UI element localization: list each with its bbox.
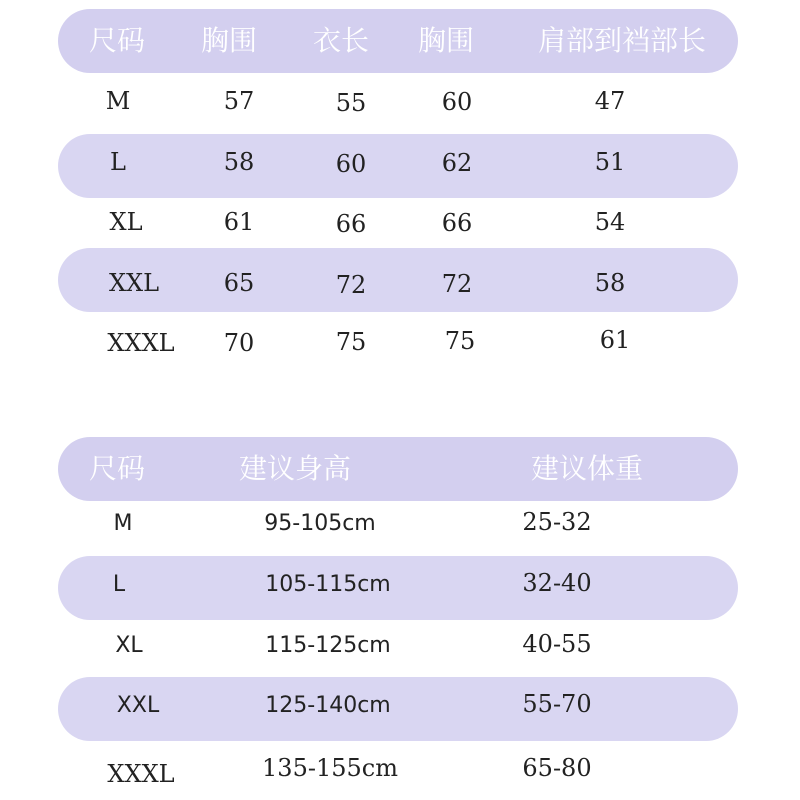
table1-header-length: 衣长 xyxy=(312,24,370,57)
table2-header-weight: 建议体重 xyxy=(530,452,644,485)
table1-header-size: 尺码 xyxy=(88,24,146,57)
table1-cell-chest-2: 60 xyxy=(441,88,473,116)
table2-row-band xyxy=(58,556,738,620)
table1-cell-chest: 57 xyxy=(223,87,255,115)
table1-header-chest-2: 胸围 xyxy=(417,24,475,57)
table2-cell-weight: 55-70 xyxy=(522,690,592,718)
table2-cell-weight: 40-55 xyxy=(522,630,592,658)
table1-cell-size: M xyxy=(105,87,131,115)
table2-row-band xyxy=(58,677,738,741)
table1-cell-shoulder-crotch: 61 xyxy=(599,326,631,354)
table2-cell-height: 105-115cm xyxy=(265,572,391,597)
table1-cell-chest: 65 xyxy=(223,269,255,297)
table1-cell-length: 60 xyxy=(335,150,367,178)
table1-row-band xyxy=(58,248,738,312)
table1-cell-chest: 58 xyxy=(223,148,255,176)
table1-cell-shoulder-crotch: 54 xyxy=(594,208,626,236)
table2-cell-height: 115-125cm xyxy=(265,633,391,658)
table1-cell-shoulder-crotch: 51 xyxy=(594,148,626,176)
table2-cell-size: XL xyxy=(115,633,143,658)
table1-cell-length: 75 xyxy=(335,328,367,356)
table2-cell-size: XXL xyxy=(116,693,160,718)
table1-cell-chest: 70 xyxy=(223,329,255,357)
table2-cell-size: XXXL xyxy=(107,760,175,788)
table2-header-height: 建议身高 xyxy=(238,452,352,485)
table1-cell-chest-2: 75 xyxy=(444,327,476,355)
table1-cell-length: 55 xyxy=(335,89,367,117)
table1-row-band xyxy=(58,134,738,198)
table2-cell-height: 95-105cm xyxy=(264,511,376,536)
table1-cell-size: XXL xyxy=(108,269,160,297)
table1-cell-size: L xyxy=(110,148,126,176)
table1-cell-shoulder-crotch: 47 xyxy=(594,87,626,115)
table1-cell-shoulder-crotch: 58 xyxy=(594,269,626,297)
table1-header-chest: 胸围 xyxy=(200,24,258,57)
table2-cell-size: M xyxy=(113,511,133,536)
table1-cell-chest-2: 66 xyxy=(441,209,473,237)
table1-cell-chest: 61 xyxy=(223,208,255,236)
table2-cell-size: L xyxy=(112,572,126,597)
table2-cell-weight: 32-40 xyxy=(522,569,592,597)
table2-cell-height: 125-140cm xyxy=(265,693,391,718)
table1-cell-chest-2: 72 xyxy=(441,270,473,298)
table1-cell-length: 66 xyxy=(335,210,367,238)
table1-cell-length: 72 xyxy=(335,271,367,299)
table1-cell-chest-2: 62 xyxy=(441,149,473,177)
table2-cell-weight: 65-80 xyxy=(522,754,592,782)
table2-cell-weight: 25-32 xyxy=(522,508,592,536)
table1-cell-size: XXXL xyxy=(107,329,175,357)
table2-cell-height: 135-155cm xyxy=(262,754,398,782)
table1-header-shoulder-crotch: 肩部到裆部长 xyxy=(537,24,707,57)
table2-header-size: 尺码 xyxy=(88,452,146,485)
table1-cell-size: XL xyxy=(109,208,143,236)
